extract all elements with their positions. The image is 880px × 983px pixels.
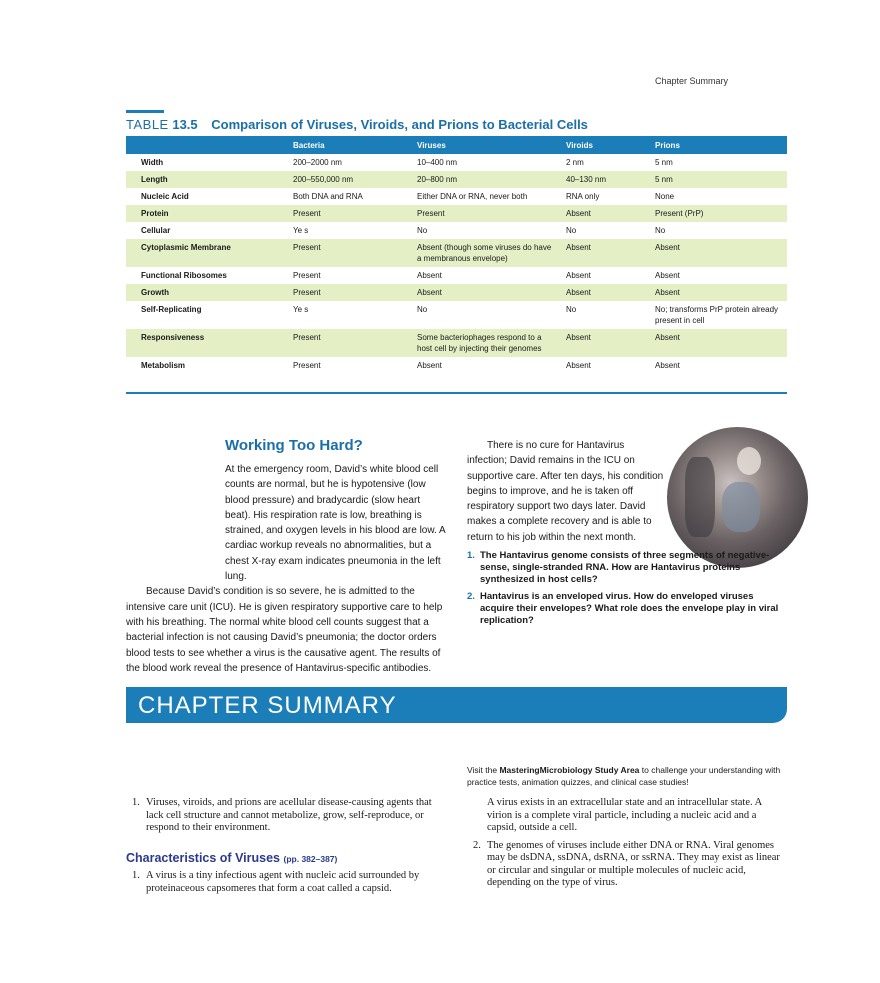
study-area-link[interactable]: MasteringMicrobiology Study Area <box>499 765 640 775</box>
row-label: Length <box>126 171 285 188</box>
question-number: 1. <box>467 550 475 561</box>
table-label-number: 13.5 <box>172 117 198 132</box>
table-bottom-rule <box>126 392 787 394</box>
table-header-row <box>126 136 787 154</box>
table-label-word: TABLE <box>126 117 169 132</box>
item-text: The genomes of viruses include either DNA or RNA. Viral genomes may be dsDNA, ssDNA, dsRNA, or ssRNA. They may exist as linear or circular and singular or multiple molecules of nucleic acid, depending on the type of virus. <box>487 839 780 888</box>
running-head: Chapter Summary <box>654 76 728 86</box>
row-label: Protein <box>126 205 285 222</box>
question-text: Hantavirus is an enveloped virus. How do enveloped viruses acquire their envelopes? What role does the envelope play in viral replication? <box>480 591 779 626</box>
table-cell: Absent <box>655 361 680 370</box>
table-cell: Present <box>293 271 321 280</box>
table-cell: Present <box>409 205 558 222</box>
summary-paragraph: A virus exists in an extracellular state and an intracellular state. A virion is a complete viral particle, including a nucleic acid and a capsid, outside a cell. <box>487 797 762 833</box>
table-row <box>126 357 787 374</box>
section-heading <box>126 852 446 866</box>
table-row <box>126 154 787 171</box>
table-cell: 200–550,000 nm <box>285 171 409 188</box>
table-cell: No <box>417 305 428 314</box>
table-cell: No <box>417 226 428 235</box>
table-row <box>126 284 787 301</box>
row-label: Width <box>141 158 164 167</box>
case-paragraph: Because David’s condition is so severe, he is admitted to the intensive care unit (ICU). He is given respiratory supportive care to help with his breathing. The normal white blood cell counts suggest that a bacterial infection is not causing David’s pneumonia; the doctor orders blood tests to see whether a virus is the causative agent. The results of the blood work reveal the presence of Hantavirus-specific antibodies. <box>126 586 443 674</box>
table-cell: 5 nm <box>655 158 673 167</box>
chapter-summary-banner <box>126 687 787 723</box>
table-cell: Absent <box>558 205 647 222</box>
column-header-viroids: Viroids <box>558 136 647 154</box>
table-cell: No <box>566 305 577 314</box>
table-row <box>126 301 787 329</box>
row-label: Functional Ribosomes <box>141 271 227 280</box>
summary-item <box>126 870 446 895</box>
table-cell: Absent <box>409 284 558 301</box>
case-questions <box>467 550 787 632</box>
question-text: The Hantavirus genome consists of three segments of negative-sense, single-stranded RNA. How are Hantavirus proteins synthesized in host cells? <box>480 550 770 585</box>
table-cell: Absent <box>655 271 680 280</box>
column-header-prions: Prions <box>647 136 787 154</box>
table-title <box>126 117 588 132</box>
table-cell: Present <box>285 329 409 357</box>
column-header-viruses: Viruses <box>409 136 558 154</box>
table-cell: Absent <box>558 329 647 357</box>
table-cell: 40–130 nm <box>558 171 647 188</box>
comparison-table <box>126 136 787 374</box>
column-header-bacteria: Bacteria <box>285 136 409 154</box>
section-title: Characteristics of Viruses <box>126 850 281 865</box>
table-cell: Absent <box>417 361 442 370</box>
case-question <box>467 550 787 586</box>
table-cell: Ye s <box>293 226 309 235</box>
column-header <box>126 136 285 154</box>
table-cell: Ye s <box>293 305 309 314</box>
item-number: 1. <box>132 870 140 881</box>
table-cell: Absent <box>417 271 442 280</box>
row-label: Cellular <box>141 226 171 235</box>
case-study-left-column <box>126 462 446 676</box>
question-number: 2. <box>467 591 475 602</box>
table-cell: Some bacteriophages respond to a host cell by injecting their genomes <box>409 329 558 357</box>
case-study-right-column <box>467 438 667 545</box>
table-cell: None <box>655 192 675 201</box>
table-row <box>126 188 787 205</box>
table-cell: Both DNA and RNA <box>293 192 363 201</box>
table-cell: 20–800 nm <box>409 171 558 188</box>
summary-left-column <box>126 797 446 895</box>
study-area-text: Visit the <box>467 765 500 775</box>
table-cell: Absent <box>558 239 647 267</box>
table-row <box>126 222 787 239</box>
table-row <box>126 267 787 284</box>
table-cell: Present <box>285 284 409 301</box>
case-question <box>467 591 787 627</box>
table-row <box>126 171 787 188</box>
summary-right-column <box>467 797 787 890</box>
item-number: 1. <box>132 797 140 808</box>
row-label: Responsiveness <box>126 329 285 357</box>
summary-item <box>467 840 787 890</box>
table-cell: 2 nm <box>566 158 584 167</box>
chapter-summary-heading: CHAPTER SUMMARY <box>138 692 397 719</box>
case-paragraph: There is no cure for Hantavirus infection; David remains in the ICU on supportive care. After ten days, his condition begins to improve, and he is taken off respiratory support two days later. David makes a complete recovery and is able to return to his job within the next month. <box>467 440 664 543</box>
study-area-text: to challenge your understanding with practice tests, animation quizzes, and clinical case studies! <box>467 765 781 787</box>
row-label: Nucleic Acid <box>141 192 189 201</box>
table-cell: 200–2000 nm <box>293 158 342 167</box>
item-text: A virus is a tiny infectious agent with nucleic acid surrounded by proteinaceous capsomeres that form a coat called a capsid. <box>146 870 420 894</box>
table-cell: Present <box>285 239 409 267</box>
table-cell: Absent <box>558 284 647 301</box>
section-pages: (pp. 382–387) <box>283 853 338 864</box>
summary-item <box>126 797 446 835</box>
table-cell: Either DNA or RNA, never both <box>417 192 528 201</box>
item-text: Viruses, viroids, and prions are acellular disease-causing agents that lack cell structure and cannot metabolize, grow, self-reproduce, or respond to their environment. <box>146 797 432 833</box>
table-cell: Absent <box>566 271 591 280</box>
table-cell: Absent <box>647 329 787 357</box>
table-cell: 5 nm <box>647 171 787 188</box>
row-label: Cytoplasmic Membrane <box>126 239 285 267</box>
table-cell: 10–400 nm <box>417 158 458 167</box>
patient-photo <box>667 427 808 568</box>
table-cell: Absent (though some viruses do have a membranous envelope) <box>409 239 558 267</box>
case-paragraph: At the emergency room, David’s white blood cell counts are normal, but he is hypotensive (low blood pressure) and bradycardic (slow heart beat). His respiration rate is low, breathing is strained, and oxygen levels in his blood are low. A cardiac workup reveals no abnormalities, but a chest X-ray exam indicates pneumonia in the left lung. <box>225 464 446 583</box>
case-study-title: Working Too Hard? <box>225 437 363 454</box>
row-label: Growth <box>126 284 285 301</box>
study-area-note <box>467 765 787 788</box>
item-number: 2. <box>473 839 481 851</box>
table-cell: Absent <box>647 239 787 267</box>
row-label: Self-Replicating <box>141 305 202 314</box>
table-cell: Present (PrP) <box>647 205 787 222</box>
table-cell: No <box>566 226 577 235</box>
table-cell: No <box>655 226 666 235</box>
table-row <box>126 205 787 222</box>
table-cell: Absent <box>566 361 591 370</box>
table-cell: RNA only <box>566 192 600 201</box>
row-label: Metabolism <box>141 361 186 370</box>
table-row <box>126 329 787 357</box>
table-row <box>126 239 787 267</box>
table-caption: Comparison of Viruses, Viroids, and Prions to Bacterial Cells <box>211 117 588 132</box>
table-cell: Absent <box>647 284 787 301</box>
table-cell: No; transforms PrP protein already present in cell <box>655 305 779 325</box>
table-rule <box>126 110 164 113</box>
table-cell: Present <box>285 205 409 222</box>
table-cell: Present <box>293 361 321 370</box>
